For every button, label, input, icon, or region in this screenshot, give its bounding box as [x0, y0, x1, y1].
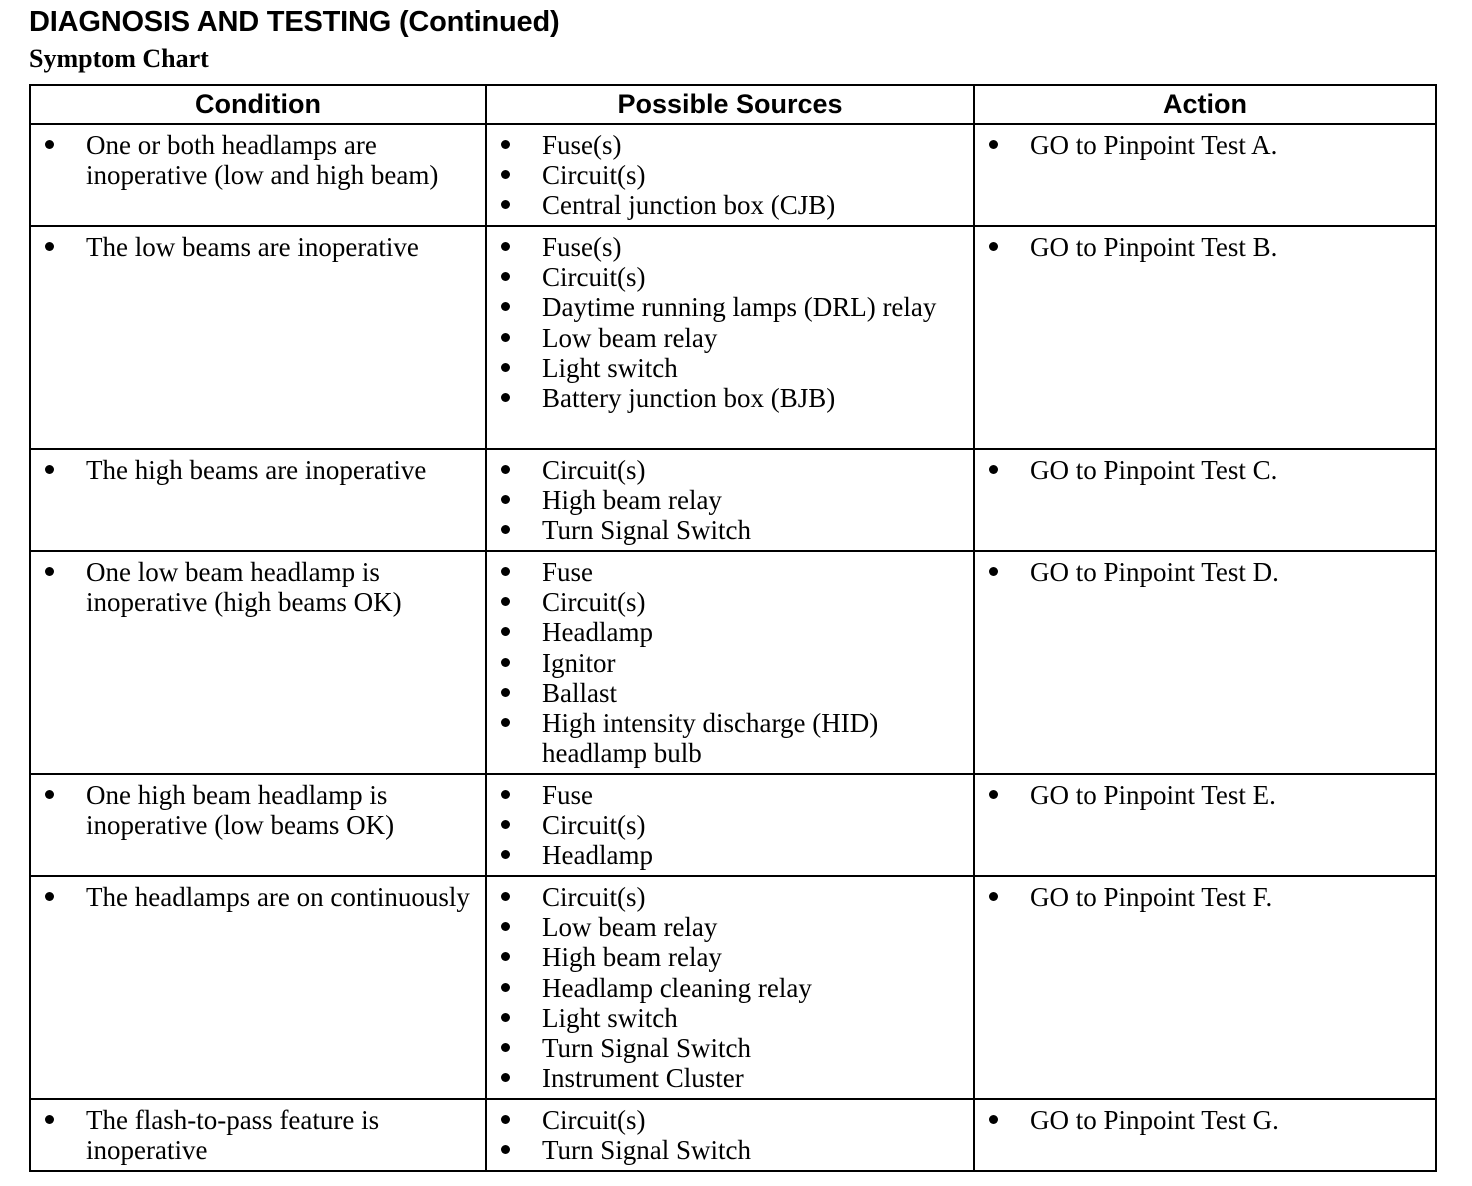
action-item [975, 1105, 1429, 1135]
bullet-list [31, 780, 479, 840]
source-item [487, 810, 967, 840]
column-header-condition: Condition [30, 85, 486, 124]
source-item-text: Battery junction box (BJB) [542, 383, 836, 414]
bullet-icon [501, 850, 510, 859]
action-item-text: GO to Pinpoint Test C. [1030, 455, 1278, 485]
bullet-icon [501, 1043, 510, 1052]
bullet-icon [45, 567, 54, 576]
bullet-list [975, 455, 1429, 485]
symptom-chart-table [29, 84, 1437, 1172]
bullet-icon [501, 627, 510, 636]
bullet-icon [989, 567, 998, 576]
possible-sources-cell [486, 774, 974, 876]
source-item-text: Low beam relay [542, 322, 718, 353]
condition-item-text: The high beams are inoperative [86, 455, 427, 485]
bullet-list [31, 232, 479, 262]
source-item [487, 455, 967, 485]
action-item-text: GO to Pinpoint Test F. [1030, 882, 1273, 912]
condition-item-text: One high beam headlamp is inoperative (low beams OK) [86, 780, 395, 841]
source-item [487, 190, 967, 220]
source-item [487, 973, 967, 1003]
condition-cell [30, 774, 486, 876]
bullet-icon [989, 465, 998, 474]
condition-cell [30, 551, 486, 774]
condition-item [31, 882, 479, 912]
bullet-icon [989, 242, 998, 251]
condition-cell [30, 1099, 486, 1171]
source-item [487, 1033, 967, 1063]
bullet-icon [989, 140, 998, 149]
action-item [975, 455, 1429, 485]
action-item [975, 780, 1429, 810]
column-header-action: Action [974, 85, 1436, 124]
source-item-text: Low beam relay [542, 912, 718, 943]
action-item-text: GO to Pinpoint Test E. [1030, 780, 1276, 810]
source-item-text: Ignitor [542, 647, 616, 678]
source-item [487, 587, 967, 617]
bullet-icon [501, 200, 510, 209]
bullet-icon [45, 242, 54, 251]
condition-cell [30, 124, 486, 226]
bullet-icon [501, 363, 510, 372]
bullet-icon [501, 272, 510, 281]
bullet-list [31, 130, 479, 190]
source-item-text: Circuit(s) [542, 882, 646, 912]
source-item [487, 485, 967, 515]
bullet-icon [501, 1145, 510, 1154]
bullet-list [975, 780, 1429, 810]
bullet-list [487, 455, 967, 546]
source-item-text: Turn Signal Switch [542, 1033, 752, 1064]
bullet-list [31, 557, 479, 617]
condition-item-text: The headlamps are on continuously [86, 882, 470, 912]
possible-sources-cell [486, 449, 974, 551]
table-row [30, 124, 1436, 226]
table-row [30, 226, 1436, 449]
possible-sources-cell [486, 876, 974, 1099]
source-item-text: Light switch [542, 1002, 678, 1033]
source-item-text: Circuit(s) [542, 810, 646, 841]
source-item-text: Instrument Cluster [542, 1063, 744, 1094]
source-item [487, 232, 967, 262]
source-item [487, 1135, 967, 1165]
source-item-text: Ballast [542, 677, 617, 708]
source-item [487, 160, 967, 190]
source-item [487, 708, 967, 768]
bullet-icon [501, 658, 510, 667]
table-row [30, 876, 1436, 1099]
source-item [487, 912, 967, 942]
action-item-text: GO to Pinpoint Test G. [1030, 1105, 1279, 1135]
bullet-icon [501, 983, 510, 992]
condition-item-text: The low beams are inoperative [86, 232, 419, 262]
source-item-text: Daytime running lamps (DRL) relay [542, 292, 937, 323]
table-header-row [30, 85, 1436, 124]
action-cell [974, 876, 1436, 1099]
action-item [975, 130, 1429, 160]
condition-item-text: One or both headlamps are inoperative (low and high beam) [86, 130, 439, 191]
bullet-list [31, 1105, 479, 1165]
source-item [487, 1105, 967, 1135]
condition-item [31, 130, 479, 190]
bullet-list [975, 232, 1429, 262]
bullet-list [487, 882, 967, 1093]
source-item-text: Turn Signal Switch [542, 515, 752, 546]
source-item-text: Turn Signal Switch [542, 1135, 752, 1166]
action-cell [974, 1099, 1436, 1171]
bullet-icon [45, 140, 54, 149]
source-item-text: Circuit(s) [542, 587, 646, 618]
column-header-possible-sources: Possible Sources [486, 85, 974, 124]
bullet-list [975, 1105, 1429, 1135]
bullet-icon [501, 567, 510, 576]
bullet-icon [501, 525, 510, 534]
bullet-icon [45, 465, 54, 474]
table-row [30, 774, 1436, 876]
bullet-icon [501, 333, 510, 342]
bullet-icon [501, 820, 510, 829]
source-item-text: Headlamp cleaning relay [542, 972, 812, 1003]
source-item [487, 1003, 967, 1033]
source-item [487, 942, 967, 972]
source-item [487, 323, 967, 353]
bullet-icon [501, 790, 510, 799]
action-item-text: GO to Pinpoint Test D. [1030, 557, 1279, 587]
document-page [29, 0, 1435, 1166]
source-item [487, 353, 967, 383]
bullet-list [487, 780, 967, 871]
chart-subheading: Symptom Chart [29, 44, 209, 73]
bullet-icon [501, 170, 510, 179]
bullet-icon [501, 393, 510, 402]
page-heading: DIAGNOSIS AND TESTING (Continued) [29, 6, 560, 38]
source-item [487, 648, 967, 678]
source-item-text: High intensity discharge (HID) headlamp bulb [542, 708, 879, 769]
bullet-icon [501, 688, 510, 697]
source-item-text: Fuse [542, 780, 594, 810]
bullet-icon [45, 790, 54, 799]
source-item [487, 780, 967, 810]
source-item-text: Central junction box (CJB) [542, 190, 836, 221]
source-item-text: High beam relay [542, 942, 722, 973]
source-item [487, 617, 967, 647]
bullet-list [487, 1105, 967, 1165]
source-item-text: Circuit(s) [542, 160, 646, 191]
action-cell [974, 226, 1436, 449]
source-item [487, 882, 967, 912]
source-item [487, 515, 967, 545]
bullet-icon [45, 1115, 54, 1124]
table-row [30, 1099, 1436, 1171]
bullet-icon [501, 1115, 510, 1124]
action-cell [974, 774, 1436, 876]
action-cell [974, 124, 1436, 226]
action-item [975, 557, 1429, 587]
action-item [975, 232, 1429, 262]
action-item-text: GO to Pinpoint Test B. [1030, 232, 1278, 262]
possible-sources-cell [486, 226, 974, 449]
bullet-icon [501, 302, 510, 311]
table-row [30, 449, 1436, 551]
bullet-list [975, 130, 1429, 160]
condition-item-text: One low beam headlamp is inoperative (high beams OK) [86, 557, 402, 618]
bullet-list [487, 232, 967, 413]
bullet-list [31, 882, 479, 912]
bullet-icon [501, 952, 510, 961]
bullet-icon [45, 892, 54, 901]
action-cell [974, 449, 1436, 551]
action-item-text: GO to Pinpoint Test A. [1030, 130, 1278, 160]
source-item-text: High beam relay [542, 485, 722, 516]
condition-item [31, 232, 479, 262]
source-item [487, 1063, 967, 1093]
source-item-text: Fuse [542, 557, 594, 587]
condition-item-text: The flash-to-pass feature is inoperative [86, 1105, 380, 1166]
bullet-icon [501, 597, 510, 606]
table-row [30, 551, 1436, 774]
bullet-icon [501, 1013, 510, 1022]
source-item-text: Circuit(s) [542, 262, 646, 293]
bullet-list [975, 882, 1429, 912]
source-item-text: Light switch [542, 352, 678, 383]
source-item-text: Circuit(s) [542, 455, 646, 485]
bullet-icon [501, 140, 510, 149]
condition-cell [30, 226, 486, 449]
bullet-list [487, 557, 967, 768]
source-item [487, 383, 967, 413]
source-item [487, 557, 967, 587]
source-item [487, 840, 967, 870]
bullet-icon [989, 1115, 998, 1124]
table-body [30, 124, 1436, 1171]
possible-sources-cell [486, 124, 974, 226]
condition-item [31, 455, 479, 485]
condition-item [31, 557, 479, 617]
source-item-text: Fuse(s) [542, 232, 622, 262]
source-item [487, 678, 967, 708]
condition-item [31, 780, 479, 840]
bullet-icon [501, 495, 510, 504]
bullet-icon [501, 892, 510, 901]
bullet-icon [989, 790, 998, 799]
action-cell [974, 551, 1436, 774]
source-item-text: Fuse(s) [542, 130, 622, 160]
bullet-list [975, 557, 1429, 587]
source-item [487, 292, 967, 322]
bullet-icon [501, 465, 510, 474]
possible-sources-cell [486, 1099, 974, 1171]
condition-cell [30, 876, 486, 1099]
source-item [487, 130, 967, 160]
bullet-icon [501, 718, 510, 727]
bullet-icon [501, 922, 510, 931]
source-item-text: Headlamp [542, 840, 653, 871]
bullet-icon [989, 892, 998, 901]
possible-sources-cell [486, 551, 974, 774]
bullet-list [31, 455, 479, 485]
bullet-list [487, 130, 967, 221]
action-item [975, 882, 1429, 912]
condition-item [31, 1105, 479, 1165]
source-item-text: Headlamp [542, 617, 653, 648]
source-item-text: Circuit(s) [542, 1105, 646, 1135]
condition-cell [30, 449, 486, 551]
source-item [487, 262, 967, 292]
bullet-icon [501, 242, 510, 251]
bullet-icon [501, 1073, 510, 1082]
